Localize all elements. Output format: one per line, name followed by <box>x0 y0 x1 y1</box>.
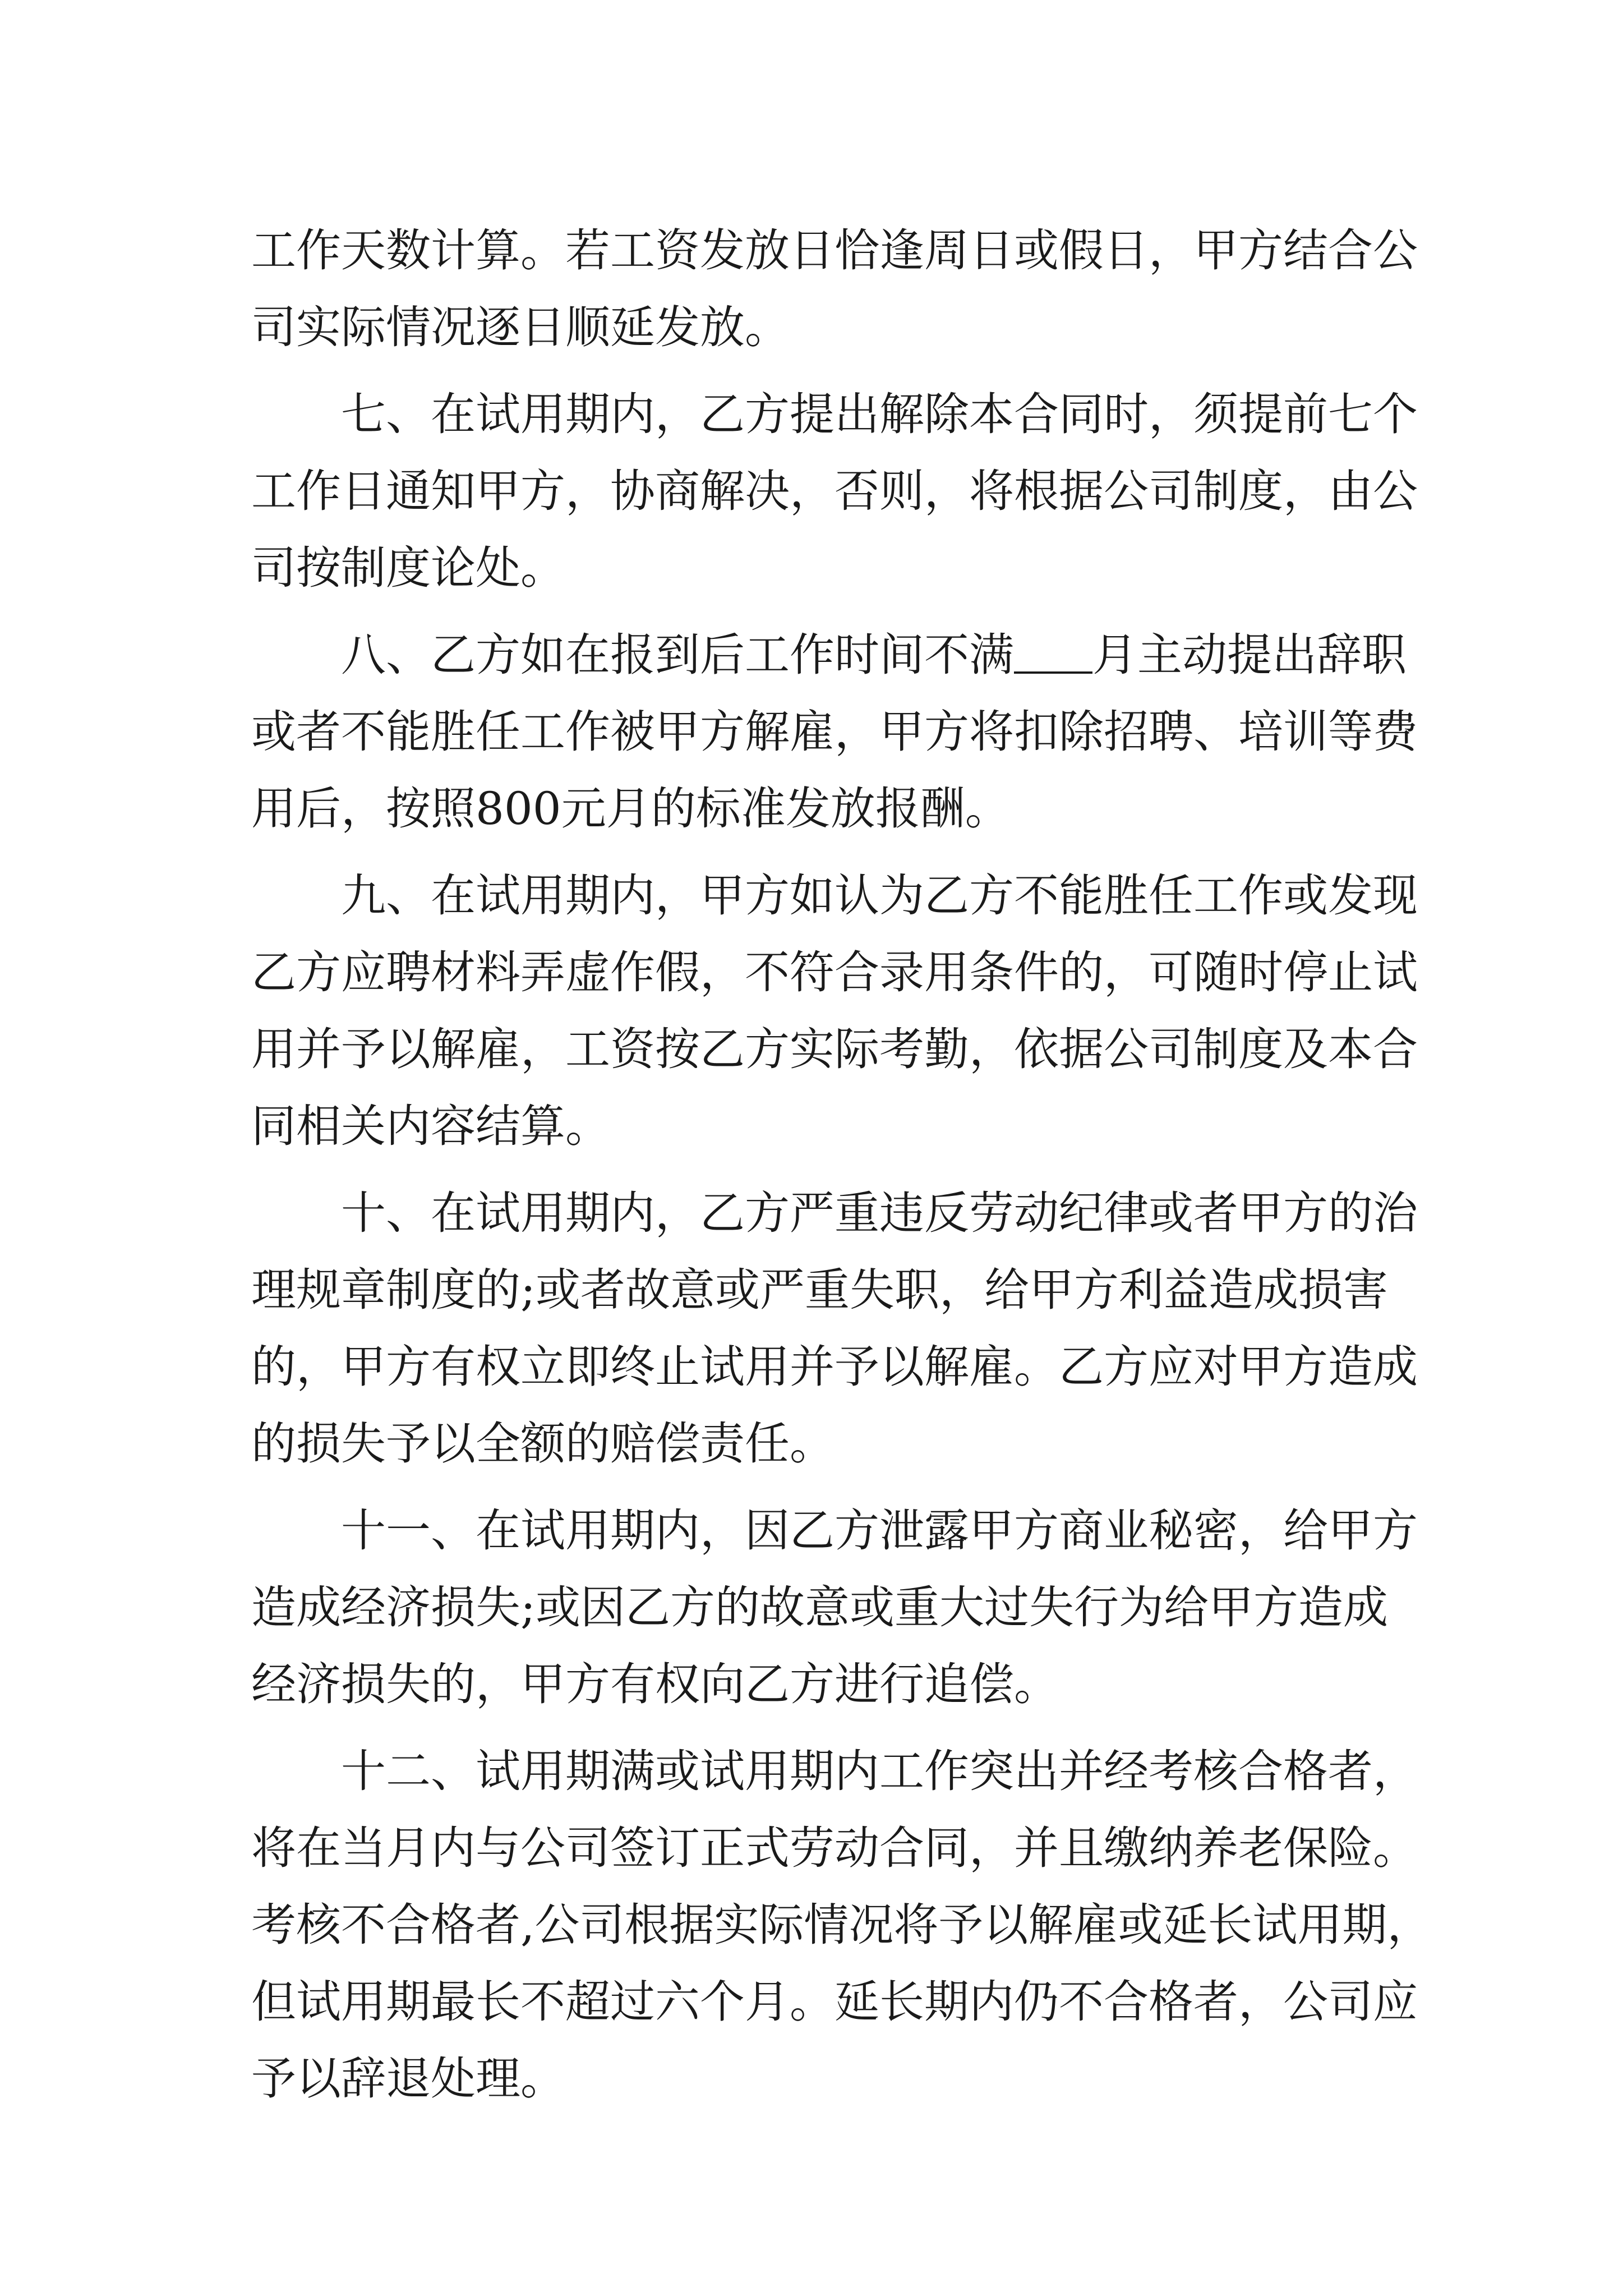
clause-eight <box>251 616 1418 847</box>
fill-in-blank <box>1014 627 1092 674</box>
text-line: 九、在试用期内，甲方如认为乙方不能胜任工作或发现 <box>341 869 1418 922</box>
text-line: 工作日通知甲方，协商解决，否则，将根据公司制度，由公 <box>251 465 1418 517</box>
clause-seven <box>251 376 1418 606</box>
text-line: 将在当月内与公司签订正式劳动合同，并且缴纳养老保险。 <box>251 1822 1418 1874</box>
text-line: 考核不合格者,公司根据实际情况将予以解雇或延长试用期， <box>251 1899 1432 1951</box>
text-line: 的，甲方有权立即终止试用并予以解雇。乙方应对甲方造成 <box>251 1341 1418 1393</box>
text-line: 十、在试用期内，乙方严重违反劳动纪律或者甲方的治 <box>341 1187 1418 1239</box>
text-line: 工作天数计算。若工资发放日恰逢周日或假日，甲方结合公 <box>251 224 1418 277</box>
text-line: 的损失予以全额的赔偿责任。 <box>251 1418 834 1470</box>
text-line: 七、在试用期内，乙方提出解除本合同时，须提前七个 <box>341 388 1418 440</box>
text-line: 予以辞退处理。 <box>251 2053 565 2105</box>
document-body <box>251 212 1432 2117</box>
text-line: 造成经济损失;或因乙方的故意或重大过失行为给甲方造成 <box>251 1581 1388 1634</box>
clause-twelve <box>251 1733 1432 2117</box>
text-line: 用并予以解雇，工资按乙方实际考勤，依据公司制度及本合 <box>251 1023 1418 1075</box>
text-line: 十二、试用期满或试用期内工作突出并经考核合格者， <box>341 1745 1418 1797</box>
text-line: 理规章制度的;或者故意或严重失职，给甲方利益造成损害 <box>251 1264 1388 1316</box>
text-line: 司按制度论处。 <box>251 542 565 594</box>
text-line: 十一、在试用期内，因乙方泄露甲方商业秘密，给甲方 <box>341 1504 1418 1557</box>
clause-ten <box>251 1175 1418 1482</box>
text-line: 用后，按照800元月的标准发放报酬。 <box>251 783 1010 835</box>
text-line: 同相关内容结算。 <box>251 1100 610 1152</box>
paragraph-wage-continuation <box>251 212 1418 366</box>
text-line-with-blank <box>251 616 1407 693</box>
text-line: 但试用期最长不超过六个月。延长期内仍不合格者，公司应 <box>251 1976 1418 2028</box>
text-line: 或者不能胜任工作被甲方解雇，甲方将扣除招聘、培训等费 <box>251 706 1418 758</box>
text-line: 乙方应聘材料弄虚作假，不符合录用条件的，可随时停止试 <box>251 946 1418 999</box>
clause-eleven <box>251 1492 1418 1723</box>
clause-eight-text-before-blank: 八、乙方如在报到后工作时间不满 <box>341 629 1014 681</box>
clause-nine <box>251 857 1418 1165</box>
text-line: 经济损失的，甲方有权向乙方进行追偿。 <box>251 1658 1059 1710</box>
clause-eight-text-after-blank: 月主动提出辞职 <box>1092 629 1407 681</box>
text-line: 司实际情况逐日顺延发放。 <box>251 301 790 353</box>
